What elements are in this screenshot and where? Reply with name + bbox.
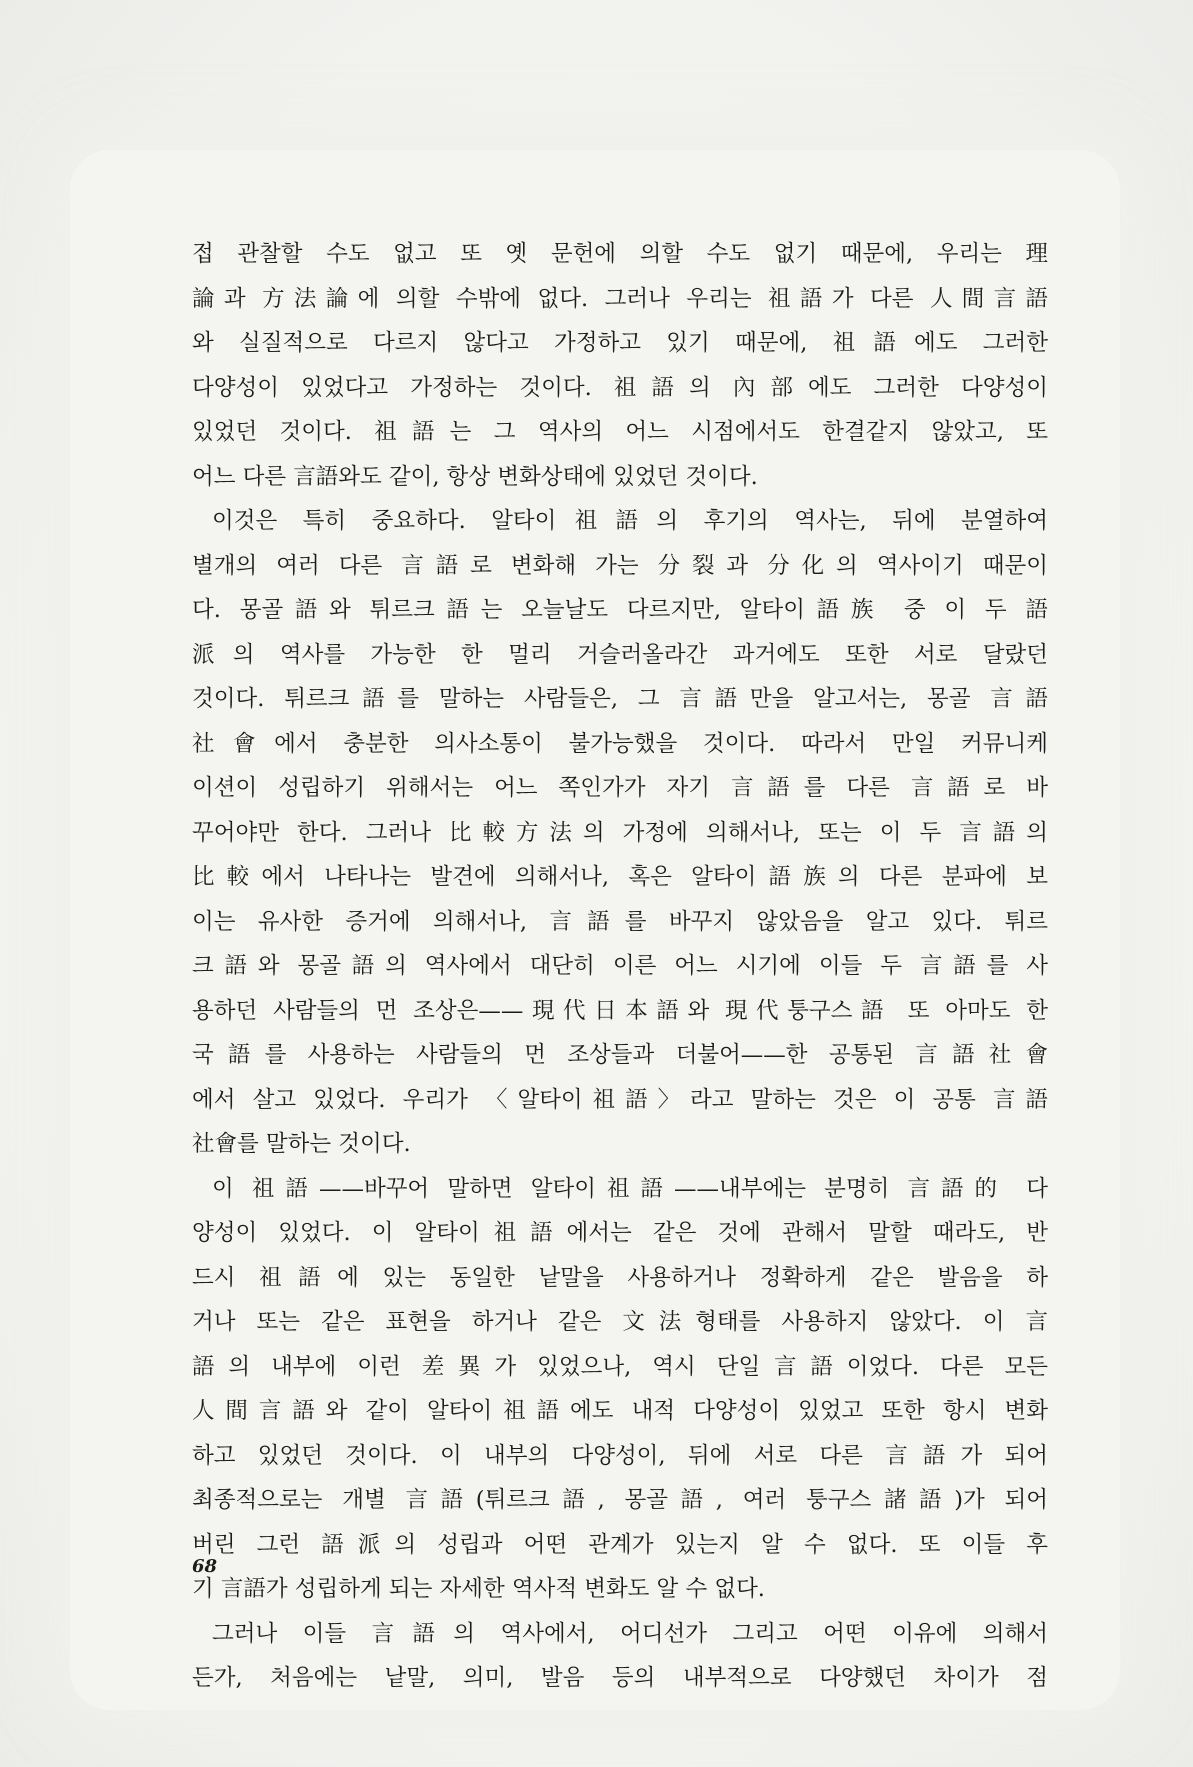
text-line: 다양성이 있었다고 가정하는 것이다. 祖語의 內部에도 그러한 다양성이 — [192, 374, 1048, 401]
text-line: 버린 그런 語派의 성립과 어떤 관계가 있는지 알 수 없다. 또 이들 후 — [192, 1531, 1048, 1558]
text-line: 人間言語와 같이 알타이祖語에도 내적 다양성이 있었고 또한 항시 변화 — [192, 1398, 1048, 1424]
text-line: 와 실질적으로 다르지 않다고 가정하고 있기 때문에, 祖語에도 그러한 — [192, 330, 1048, 356]
text-line: 것이다. 튀르크語를 말하는 사람들은, 그 言語만을 알고서는, 몽골 言語 — [192, 686, 1048, 712]
text-line: 양성이 있었다. 이 알타이祖語에서는 같은 것에 관해서 말할 때라도, 반 — [192, 1220, 1048, 1246]
body-text — [192, 232, 1048, 1701]
text-line: 論과 方法論에 의할 수밖에 없다. 그러나 우리는 祖語가 다른 人間言語 — [192, 285, 1048, 312]
text-line: 기 言語가 성립하게 되는 자세한 역사적 변화도 알 수 없다. — [192, 1576, 765, 1602]
text-line: 이것은 특히 중요하다. 알타이祖語의 후기의 역사는, 뒤에 분열하여 — [212, 508, 1048, 534]
text-line: 社會를 말하는 것이다. — [192, 1131, 411, 1157]
text-line: 별개의 여러 다른 言語로 변화해 가는 分裂과 分化의 역사이기 때문이 — [192, 552, 1048, 579]
text-line: 있었던 것이다. 祖語는 그 역사의 어느 시점에서도 한결같지 않았고, 또 — [192, 419, 1048, 445]
text-line: 접 관찰할 수도 없고 또 옛 문헌에 의할 수도 없기 때문에, 우리는 理 — [192, 241, 1048, 267]
text-line: 派의 역사를 가능한 한 멀리 거슬러올라간 과거에도 또한 서로 달랐던 — [192, 641, 1048, 668]
text-line: 하고 있었던 것이다. 이 내부의 다양성이, 뒤에 서로 다른 言語가 되어 — [192, 1442, 1048, 1469]
text-line: 比較에서 나타나는 발견에 의해서나, 혹은 알타이語族의 다른 분파에 보 — [192, 864, 1048, 890]
text-line: 꾸어야만 한다. 그러나 比較方法의 가정에 의해서나, 또는 이 두 言語의 — [192, 819, 1048, 846]
text-line: 크語와 몽골語의 역사에서 대단히 이른 어느 시기에 이들 두 言語를 사 — [192, 953, 1048, 979]
text-line: 이션이 성립하기 위해서는 어느 쪽인가가 자기 言語를 다른 言語로 바 — [192, 775, 1048, 801]
text-line: 든가, 처음에는 낱말, 의미, 발음 등의 내부적으로 다양했던 차이가 점 — [192, 1665, 1048, 1691]
text-line: 그러나 이들 言語의 역사에서, 어디선가 그리고 어떤 이유에 의해서 — [212, 1620, 1048, 1647]
text-line: 社會에서 충분한 의사소통이 불가능했을 것이다. 따라서 만일 커뮤니케 — [192, 730, 1048, 757]
text-line: 에서 살고 있었다. 우리가 〈알타이祖語〉라고 말하는 것은 이 공통 言語 — [192, 1086, 1048, 1113]
text-line: 다. 몽골語와 튀르크語는 오늘날도 다르지만, 알타이語族 중 이 두 語 — [192, 597, 1048, 623]
text-line: 語의 내부에 이런 差異가 있었으나, 역시 단일言語이었다. 다른 모든 — [192, 1353, 1048, 1380]
text-line: 국語를 사용하는 사람들의 먼 조상들과 더불어——한 공통된 言語社會 — [192, 1042, 1048, 1068]
text-line: 이 祖語——바꾸어 말하면 알타이祖語——내부에는 분명히 言語的 다 — [212, 1175, 1048, 1202]
text-line: 어느 다른 言語와도 같이, 항상 변화상태에 있었던 것이다. — [192, 463, 758, 490]
text-line: 이는 유사한 증거에 의해서나, 言語를 바꾸지 않았음을 알고 있다. 튀르 — [192, 908, 1048, 935]
page-number: 68 — [192, 1556, 218, 1577]
text-line: 최종적으로는 개별 言語(튀르크語, 몽골語, 여러 퉁구스諸語)가 되어 — [192, 1487, 1048, 1513]
text-line: 드시 祖語에 있는 동일한 낱말을 사용하거나 정확하게 같은 발음을 하 — [192, 1264, 1048, 1291]
text-line: 거나 또는 같은 표현을 하거나 같은 文法형태를 사용하지 않았다. 이 言 — [192, 1309, 1048, 1335]
text-line: 용하던 사람들의 먼 조상은——現代日本語와 現代퉁구스語 또 아마도 한 — [192, 997, 1048, 1024]
